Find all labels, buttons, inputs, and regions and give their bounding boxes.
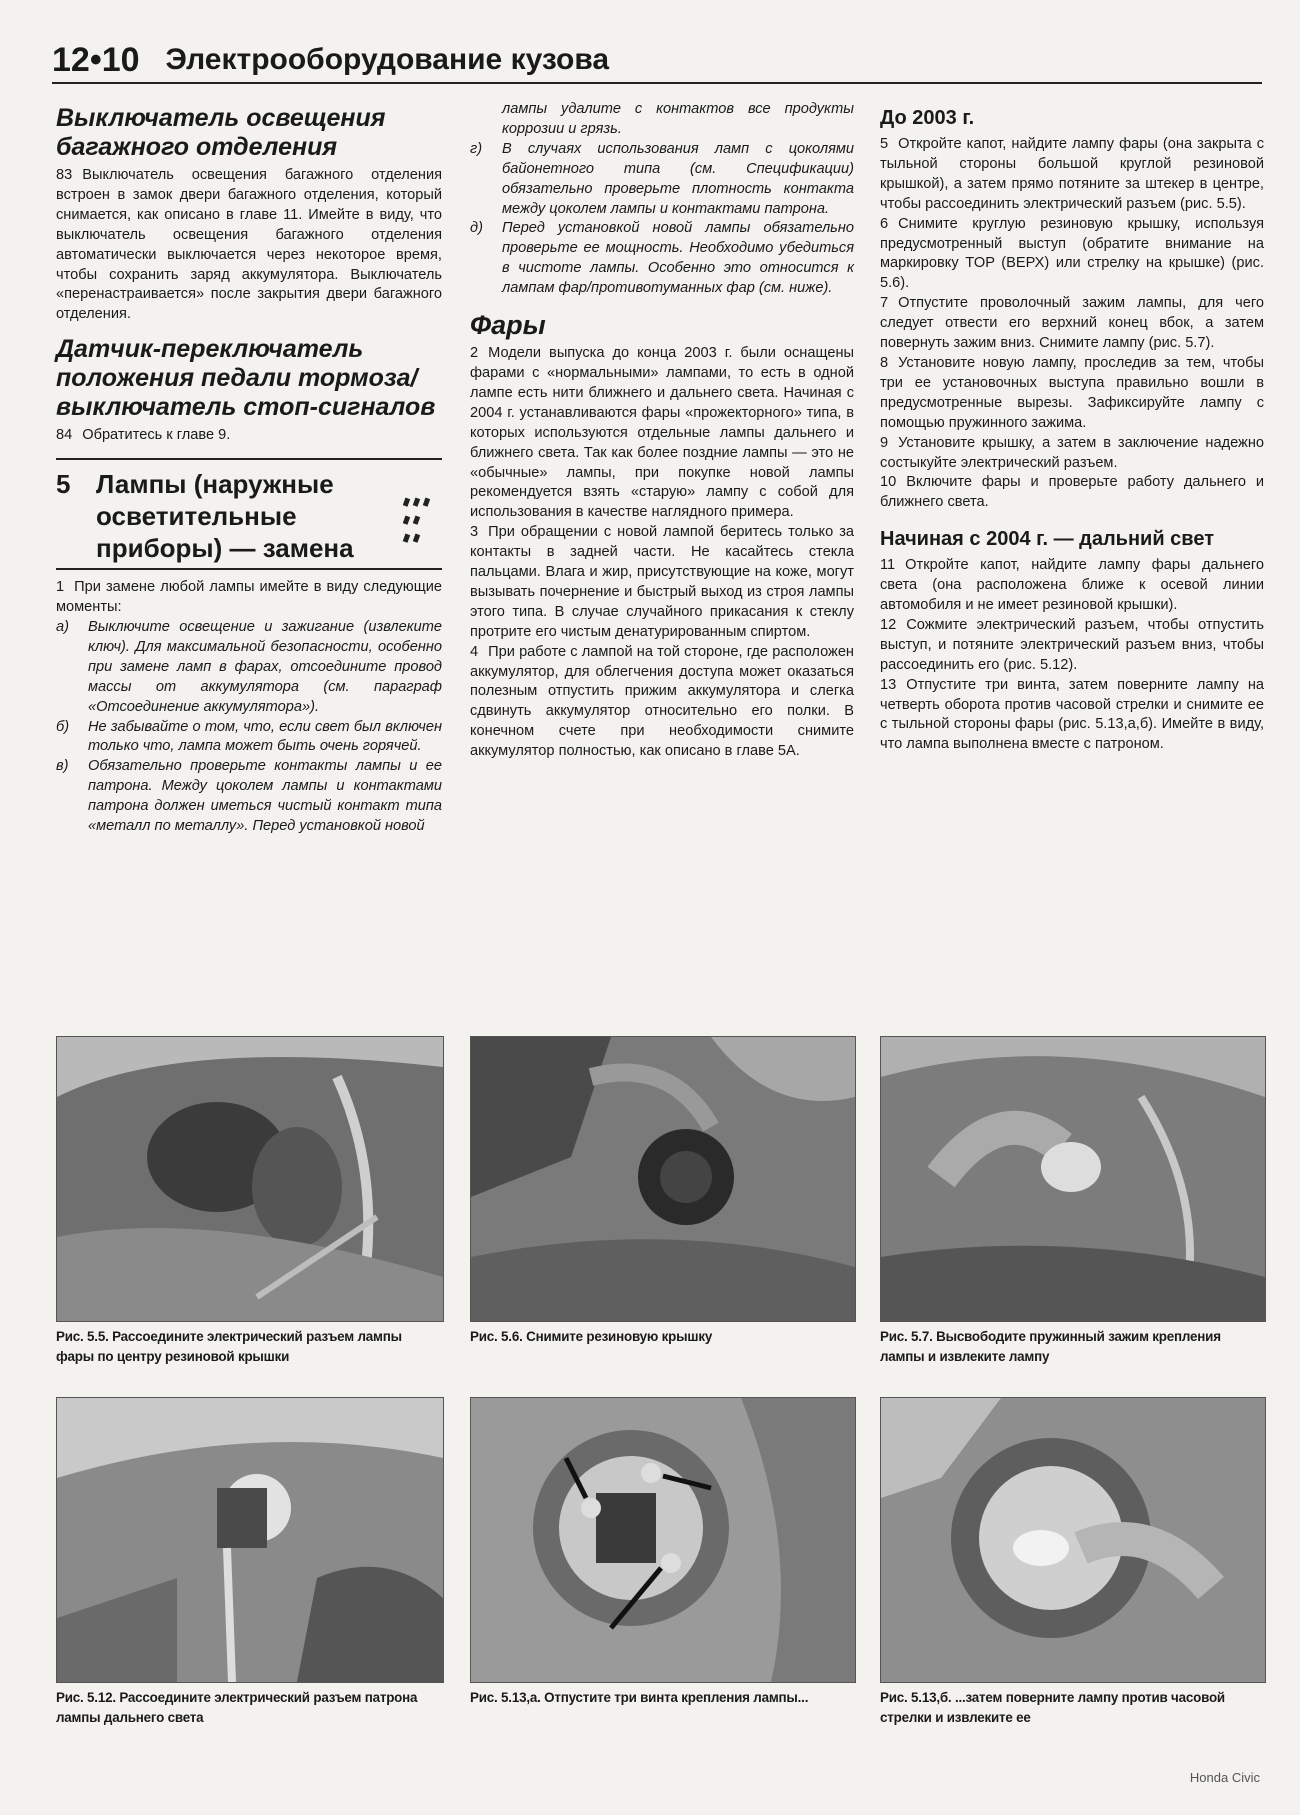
list-item-text: Выключите освещение и зажигание (извлеките ключ). Для максимальной безопасности, особенно при замене ламп в фарах, отсоедините провод массы от аккумулятора (см. параграф «Отсоединение аккумулятора»).: [88, 618, 442, 715]
list-item-label: б): [56, 718, 70, 735]
paragraph-number: 10: [880, 474, 897, 491]
photo-5-5: [56, 1036, 444, 1322]
paragraph-text: Отпустите проволочный зажим лампы, для чего следует отвести его верхний конец вбок, а затем повернуть зажим вниз. Снимите лампу (рис. 5.7).: [880, 295, 1264, 352]
paragraph-9: [880, 434, 1264, 474]
paragraph-84: [56, 426, 442, 446]
page-number: 12•10: [52, 41, 140, 79]
paragraph-text: При замене любой лампы имейте в виду следующие моменты:: [56, 579, 442, 616]
list-item-label: г): [470, 140, 483, 157]
column-2: [470, 100, 854, 762]
heading-until-2003: До 2003 г.: [880, 107, 975, 129]
list-item-text: Не забывайте о том, что, если свет был включен только что, лампа может быть очень горячей.: [88, 718, 442, 755]
paragraph-text: Откройте капот, найдите лампу фары дальнего света (она расположена ближе к осевой линии автомобиля и не имеет резиновой крышки).: [880, 557, 1264, 614]
list-item-text: В случаях использования ламп с цоколями байонетного типа (см. Спецификации) обязательно проверьте плотность контакта между цоколем лампы и контактами патрона.: [502, 140, 854, 217]
heading-trunk-light-switch: Выключатель освещения багажного отделения: [56, 104, 386, 161]
paragraph-number: 11: [880, 557, 896, 574]
paragraph-text: Откройте капот, найдите лампу фары (она закрыта с тыльной стороны большой круглой резиновой крышкой), а затем прямо потяните за штекер в центре, чтобы рассоединить электрический разъем (рис. 5.5).: [880, 136, 1264, 212]
paragraph-5: [880, 135, 1264, 215]
paragraph-11: [880, 556, 1264, 616]
paragraph-3: [470, 523, 854, 642]
column-1: [56, 100, 442, 837]
paragraph-8: [880, 354, 1264, 434]
caption-5-7: Рис. 5.7. Высвободите пружинный зажим крепления лампы и извлеките лампу: [880, 1329, 1221, 1364]
paragraph-12: [880, 616, 1264, 676]
paragraph-1: [56, 578, 442, 618]
caption-5-12: Рис. 5.12. Рассоедините электрический разъем патрона лампы дальнего света: [56, 1690, 418, 1725]
photo-5-13b: [880, 1397, 1266, 1683]
list-item-label: в): [56, 758, 69, 775]
paragraph-10: [880, 473, 1264, 513]
list-item: [470, 219, 854, 299]
paragraph-text: При работе с лампой на той стороне, где расположен аккумулятор, для облегчения доступа может оказаться полезным отпустить прижим аккумулятора и слегка сдвинуть аккумулятор относительно его полки. В конечном счете при необходимости снимите аккумулятор полностью, как описано в главе 5А.: [470, 643, 854, 760]
list-item: [470, 140, 854, 220]
paragraph-text: Установите новую лампу, проследив за тем, чтобы три ее установочных выступа правильно вошли в предусмотренные вырезы. Зафиксируйте лампу с помощью пружинного зажима.: [880, 354, 1264, 431]
caption-5-13a: Рис. 5.13,а. Отпустите три винта крепления лампы...: [470, 1690, 809, 1705]
heading-headlights: Фары: [470, 310, 546, 341]
paragraph-text: Отпустите три винта, затем поверните лампу на четверть оборота против часовой стрелки и снимите ее с тыльной стороны фары (рис. 5.13,а,б). Имейте в виду, что лампа выполнена вместе с патроном.: [880, 676, 1264, 753]
page-header: [52, 32, 1262, 84]
paragraph-2: [470, 344, 854, 523]
paragraph-number: 9: [880, 434, 889, 451]
list-item-text: Обязательно проверьте контакты лампы и ее патрона. Между цоколем лампы и контактами патрона должен иметься чистый контакт типа «металл по металлу». Перед установкой новой: [88, 758, 442, 835]
section-5-heading: [56, 458, 442, 570]
list-item: [56, 757, 442, 837]
paragraph-number: 5: [880, 136, 889, 152]
paragraph-number: 7: [880, 295, 889, 312]
list-item: [56, 718, 442, 758]
paragraph-number: 2: [470, 345, 479, 362]
paragraph-text: Установите крышку, а затем в заключение надежно состыкуйте электрический разъем.: [880, 434, 1264, 471]
paragraph-number: 13: [880, 676, 897, 693]
paragraph-number: 1: [56, 579, 65, 596]
caption-5-5: Рис. 5.5. Рассоедините электрический разъем лампы фары по центру резиновой крышки: [56, 1329, 402, 1364]
paragraph-text: Снимите круглую резиновую крышку, используя предусмотренный выступ (обратите внимание на маркировку TOP (ВЕРХ) или стрелку на крышке) (рис. 5.6).: [880, 215, 1264, 292]
paragraph-text: При обращении с новой лампой беритесь только за контакты в задней части. Не касайтесь стекла пальцами. Влага и жир, присутствующие на коже, могут вызывать почернение и быстрый выход из строя лампы этого типа. В случае случайного прикасания к стеклу протрите его чистым денатурированным спиртом.: [470, 524, 854, 640]
section-number: 5: [56, 469, 71, 500]
heading-from-2004-high-beam: Начиная с 2004 г. — дальний свет: [880, 528, 1214, 551]
difficulty-wrench-icon: [400, 494, 436, 554]
section-title: Лампы (наружные осветительные приборы) — замена: [96, 469, 354, 564]
page-title: Электрооборудование кузова: [165, 43, 610, 76]
paragraph-number: 83: [56, 167, 73, 183]
list-item: [470, 100, 854, 140]
paragraph-number: 84: [56, 427, 73, 444]
list-item: [56, 618, 442, 718]
heading-brake-switch: Датчик-переключатель положения педали тормоза/выключатель стоп-сигналов: [56, 335, 436, 422]
paragraph-number: 12: [880, 616, 897, 633]
paragraph-text: Модели выпуска до конца 2003 г. были оснащены фарами с «нормальными» лампами, то есть в одной лампе есть нити ближнего и дальнего света. Начиная с 2004 г. устанавливаются фары «прожекторного» типа, в которых используются отдельные лампы дальнего и ближнего света. Так как более поздние лампы — это не «обычные» лампы, при покупке новой лампы рекомендуется взять «старую» лампу с собой для использования в качестве наглядного примера.: [470, 345, 854, 521]
list-item-text: Перед установкой новой лампы обязательно проверьте ее мощность. Необходимо убедиться в чистоте лампы. Особенно это относится к лампам фар/противотуманных фар (см. ниже).: [502, 220, 854, 297]
caption-5-13b: Рис. 5.13,б. ...затем поверните лампу против часовой стрелки и извлеките ее: [880, 1690, 1225, 1725]
photo-5-12: [56, 1397, 444, 1683]
paragraph-number: 6: [880, 215, 889, 232]
paragraph-number: 8: [880, 354, 889, 371]
caption-5-6: Рис. 5.6. Снимите резиновую крышку: [470, 1329, 713, 1344]
photo-5-13a: [470, 1397, 856, 1683]
paragraph-83: [56, 166, 442, 325]
paragraph-text: Обратитесь к главе 9.: [82, 427, 231, 444]
footer-book-title: Honda Civic: [1189, 1770, 1260, 1785]
paragraph-number: 3: [470, 524, 479, 541]
paragraph-text: Включите фары и проверьте работу дальнего и ближнего света.: [880, 474, 1264, 511]
paragraph-4: [470, 643, 854, 762]
paragraph-7: [880, 294, 1264, 354]
paragraph-number: 4: [470, 643, 479, 660]
paragraph-13: [880, 676, 1264, 756]
column-3: [880, 100, 1264, 755]
list-item-text: лампы удалите с контактов все продукты коррозии и грязь.: [502, 101, 854, 137]
list-item-label: а): [56, 618, 69, 635]
photo-5-6: [470, 1036, 856, 1322]
photo-5-7: [880, 1036, 1266, 1322]
list-item-label: д): [470, 220, 483, 237]
paragraph-text: Сожмите электрический разъем, чтобы отпустить выступ, и потяните электрический разъем вниз, чтобы рассоединить его (рис. 5.12).: [880, 616, 1264, 673]
paragraph-text: Выключатель освещения багажного отделения встроен в замок двери багажного отделения, который снимается, как описано в главе 11. Имейте в виду, что выключатель освещения багажного отделения автоматически выключается через некоторое время, чтобы сохранить заряд аккумулятора. Выключатель «перенастраивается» после закрытия двери багажного отделения.: [56, 167, 442, 323]
paragraph-6: [880, 215, 1264, 295]
